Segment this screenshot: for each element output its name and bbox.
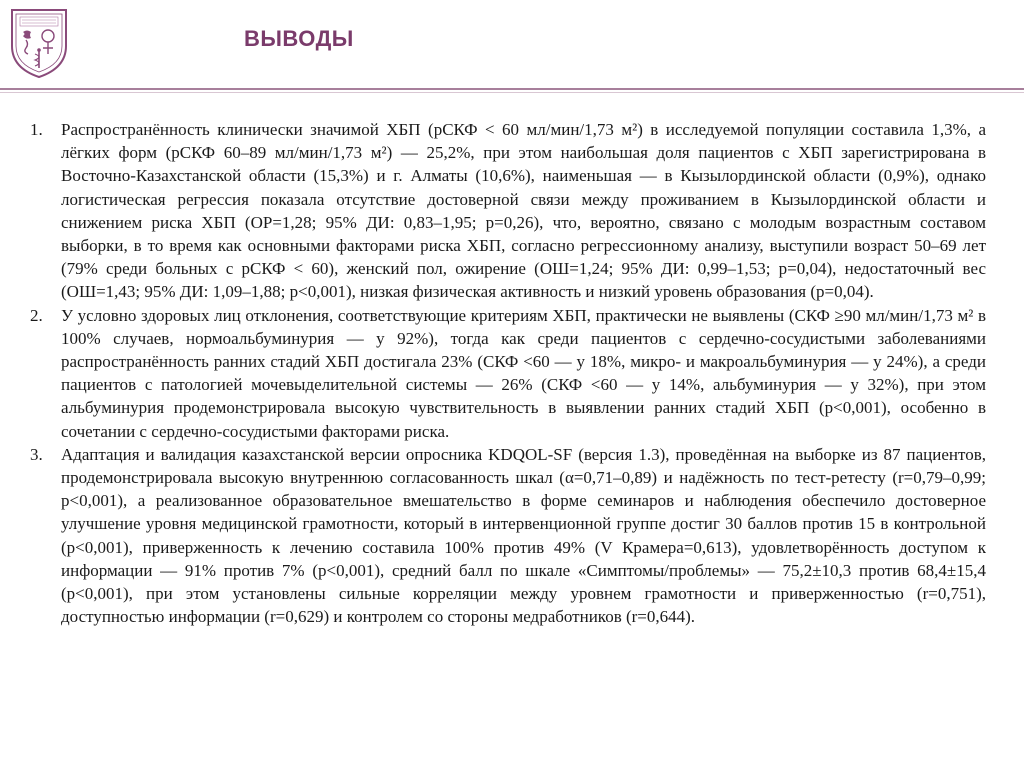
list-item	[30, 443, 986, 629]
list-item-number: 1.	[30, 120, 43, 139]
list-item-number: 3.	[30, 444, 43, 464]
list-item	[30, 118, 986, 304]
header-divider	[0, 88, 1024, 90]
list-item-number: 2.	[30, 305, 43, 325]
list-item-text: Адаптация и валидация казахстанской версии опросника KDQOL-SF (версия 1.3), проведённая на выборке из 87 пациентов, продемонстрировала высокую внутреннюю согласованность шкал (α=0,71–0,89) и надёжность по тест-ретесту (r=0,79–0,99; p<0,001), а реализованное образовательное вмешательство в форме семинаров и наблюдения обеспечило достоверное улучшение уровня медицинской грамотности, который в интервенционной группе достиг 30 баллов против 15 в контрольной (p<0,001), приверженность к лечению составила 100% против 49% (V Крамера=0,613), удовлетворённость доступом к информации — 91% против 7% (p<0,001), средний балл по шкале «Симптомы/проблемы» — 75,2±10,3 против 68,4±15,4 (p<0,001), при этом установлены сильные корреляции между уровнем грамотности и приверженностью (r=0,751), доступностью информации (r=0,629) и контролем со стороны медработников (r=0,644).	[61, 444, 986, 627]
header-divider-thin	[0, 92, 1024, 93]
list-item-text: У условно здоровых лиц отклонения, соответствующие критериям ХБП, практически не выявлены (СКФ ≥90 мл/мин/1,73 м² в 100% случаев, нормоальбуминурия — у 92%), тогда как среди пациентов с сердечно-сосудистыми заболеваниями распространённость ранних стадий ХБП достигала 23% (СКФ <60 — у 18%, микро- и макроальбуминурия — у 24%), а среди пациентов с патологией мочевыделительной системы — 26% (СКФ <60 — у 14%, альбуминурия — у 32%), при этом альбуминурия продемонстрировала высокую чувствительность в выявлении ранних стадий ХБП (p<0,001), особенно в сочетании с сердечно-сосудистыми факторами риска.	[61, 305, 986, 441]
page-title: ВЫВОДЫ	[244, 26, 354, 51]
university-seal-icon	[8, 6, 70, 80]
list-item-text: Распространённость клинически значимой ХБП (рСКФ < 60 мл/мин/1,73 м²) в исследуемой популяции составила 1,3%, а лёгких форм (рСКФ 60–89 мл/мин/1,73 м²) — 25,2%, при этом наибольшая доля пациентов с ХБП зарегистрирована в Восточно-Казахстанской области (15,3%) и г. Алматы (10,6%), наименьшая — в Кызылординской области (0,9%), однако логистическая регрессия показала отсутствие достоверной связи между проживанием в Кызылординской области и снижением риска ХБП (ОР=1,28; 95% ДИ: 0,83–1,95; p=0,26), что, вероятно, связано с молодым возрастным составом выборки, в то время как основными факторами риска ХБП, согласно регрессионному анализу, выступили возраст 50–69 лет (79% среди больных с рСКФ < 60), женский пол, ожирение (ОШ=1,24; 95% ДИ: 0,99–1,53; p=0,04), недостаточный вес (ОШ=1,43; 95% ДИ: 1,09–1,88; p<0,001), низкая физическая активность и низкий уровень образования (p=0,04).	[61, 120, 986, 302]
conclusions-list	[30, 118, 986, 628]
list-item	[30, 304, 986, 443]
